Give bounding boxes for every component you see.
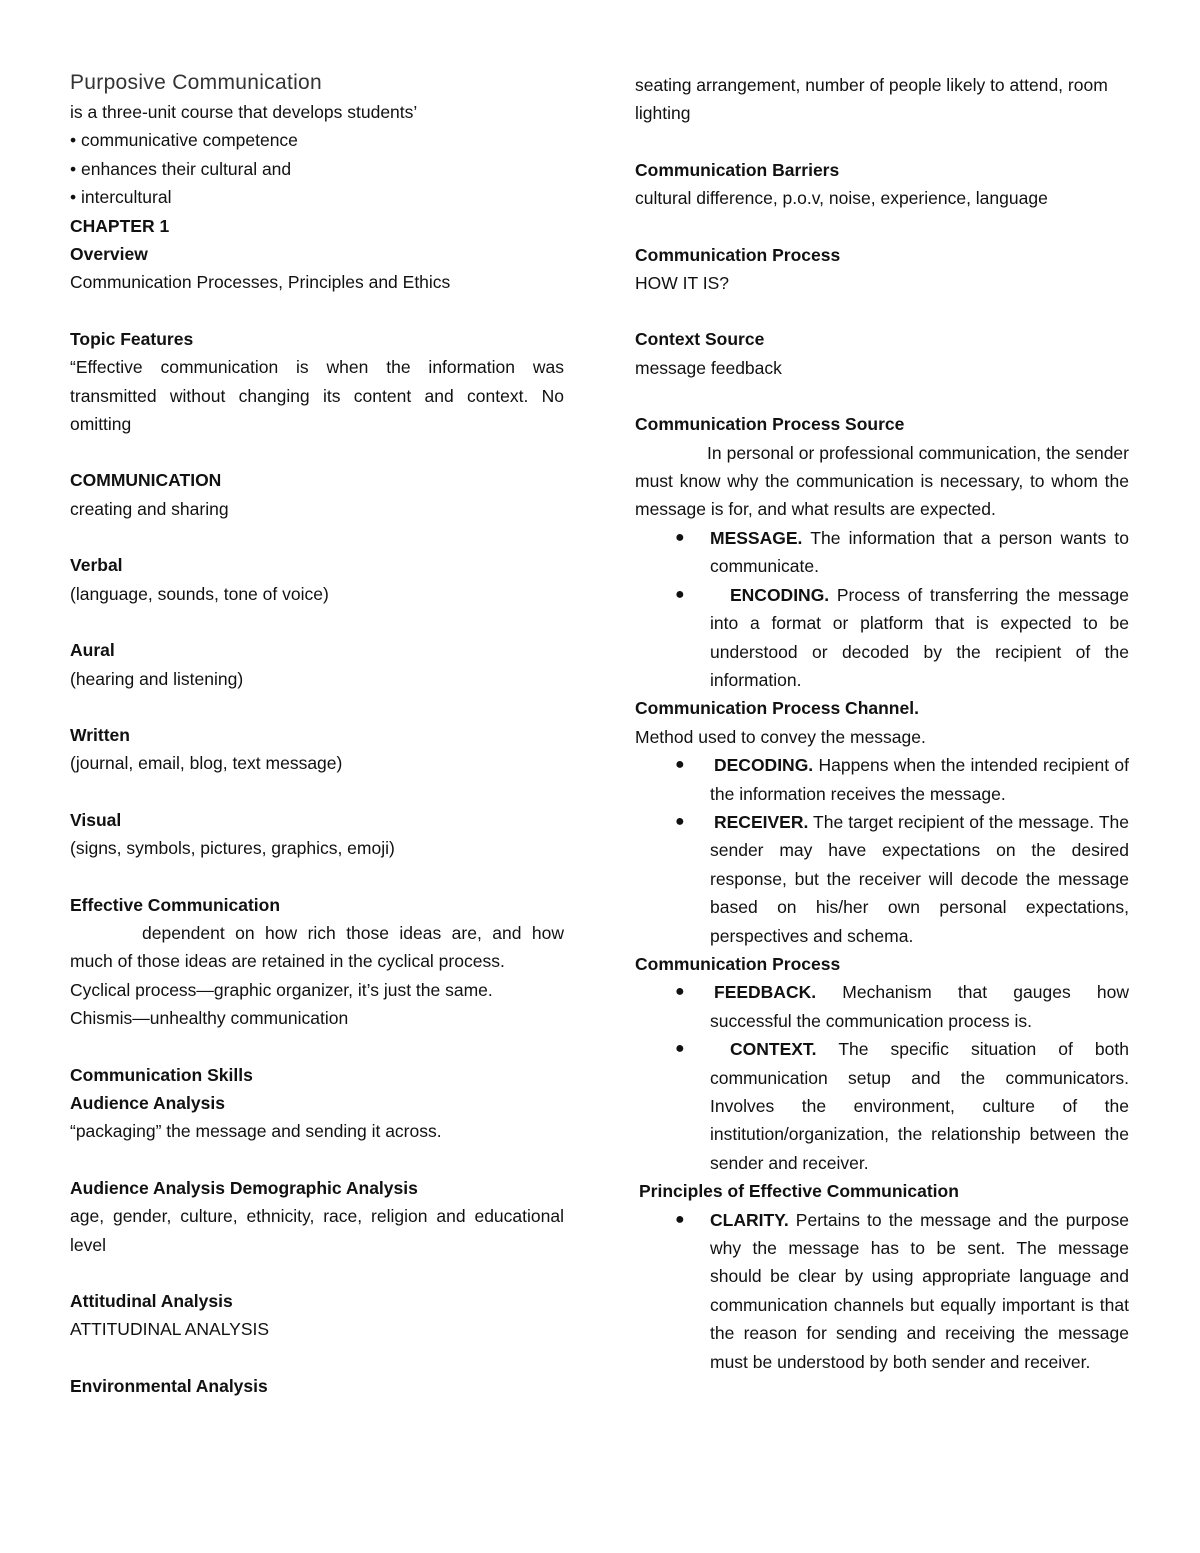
visual-heading: Visual (70, 809, 122, 830)
environmental-analysis-heading: Environmental Analysis (70, 1375, 268, 1396)
intro-text: is a three-unit course that develops students’ (70, 102, 418, 122)
visual-text: (signs, symbols, pictures, graphics, emoji) (70, 838, 395, 859)
list-item-decoding: ● DECODING. Happens when the intended recipient of the information receives the message. (710, 751, 1129, 808)
effective-communication-text: dependent on how rich those ideas are, and how much of those ideas are retained in the cyclical process. (70, 922, 564, 972)
process-heading: Communication Process (635, 244, 841, 265)
demographic-analysis-text: age, gender, culture, ethnicity, race, religion and educational level (70, 1206, 564, 1255)
intro-bullet-1: • communicative competence (70, 130, 298, 151)
principles-bullet-list (635, 1206, 1129, 1376)
bullet-icon: ● (675, 812, 685, 830)
verbal-heading: Verbal (70, 555, 123, 576)
bullet-icon: ● (675, 1040, 685, 1058)
communication-skills-heading: Communication Skills (70, 1064, 253, 1085)
written-heading: Written (70, 724, 130, 745)
process-source-heading: Communication Process Source (635, 414, 905, 435)
attitudinal-analysis-text: ATTITUDINAL ANALYSIS (70, 1319, 270, 1340)
aural-heading: Aural (70, 640, 115, 661)
bullet-icon: • (70, 187, 77, 208)
written-text: (journal, email, blog, text message) (70, 753, 343, 774)
overview-text: Communication Processes, Principles and Ethics (70, 272, 451, 293)
verbal-text: (language, sounds, tone of voice) (70, 583, 329, 604)
list-item-context: ● CONTEXT. The specific situation of both communication setup and the communicators. Involves the environment, culture of the institution/organization, the relationship between the sender and receiver. (710, 1035, 1129, 1177)
context-source-heading: Context Source (635, 329, 765, 350)
list-item-receiver: ● RECEIVER. The target recipient of the message. The sender may have expectations on the desired response, but the receiver will decode the message based on his/her own personal expectations, perspectives and schema. (710, 808, 1129, 950)
document-title: Purposive Communication (70, 71, 323, 94)
list-item-message: ● MESSAGE. The information that a person wants to communicate. (710, 524, 1129, 581)
list-item-feedback: ● FEEDBACK. Mechanism that gauges how successful the communication process is. (710, 978, 1129, 1035)
aural-text: (hearing and listening) (70, 668, 244, 689)
bullet-icon: ● (675, 585, 685, 603)
topic-features-heading: Topic Features (70, 328, 194, 349)
list-item-encoding: ● ENCODING. Process of transferring the message into a format or platform that is expected to be understood or decoded by the recipient of the information. (710, 581, 1129, 695)
bullet-icon: • (70, 158, 77, 179)
bullet-icon: ● (675, 528, 685, 546)
topic-features-text: “Effective communication is when the information was transmitted without changing its content and context. No omitting (70, 357, 564, 435)
overview-heading: Overview (70, 244, 148, 265)
context-source-text: message feedback (635, 357, 782, 378)
principles-heading: Principles of Effective Communication (639, 1181, 959, 1202)
attitudinal-analysis-heading: Attitudinal Analysis (70, 1291, 233, 1311)
right-column (635, 71, 1129, 1376)
audience-analysis-text: “packaging” the message and sending it across. (70, 1121, 442, 1142)
bullet-icon: ● (675, 1210, 685, 1228)
bullet-icon: ● (675, 983, 685, 1001)
chismis-text: Chismis—unhealthy communication (70, 1008, 349, 1029)
cyclical-process-text: Cyclical process—graphic organizer, it’s just the same. (70, 979, 493, 1000)
process-text: HOW IT IS? (635, 273, 729, 294)
audience-analysis-heading: Audience Analysis (70, 1092, 225, 1113)
effective-communication-heading: Effective Communication (70, 894, 281, 915)
process-source-text: In personal or professional communication, the sender must know why the communication is necessary, to whom the message is for, and what results are expected. (635, 442, 1129, 520)
intro-bullet-2: • enhances their cultural and (70, 158, 292, 179)
process-channel-heading: Communication Process Channel. (635, 698, 919, 719)
intro-bullet-3: • intercultural (70, 187, 172, 208)
left-column (70, 68, 564, 1400)
barriers-text: cultural difference, p.o.v, noise, experience, language (635, 188, 1048, 209)
barriers-heading: Communication Barriers (635, 159, 840, 180)
demographic-analysis-heading: Audience Analysis Demographic Analysis (70, 1177, 418, 1198)
process-heading-2: Communication Process (635, 953, 841, 974)
list-item-clarity: ● CLARITY. Pertains to the message and the purpose why the message has to be sent. The message should be clear by using appropriate language and communication channels but equally important is that the reason for sending and receiving the message must be understood by both sender and receiver. (710, 1206, 1129, 1376)
process-bullet-list (635, 978, 1129, 1177)
chapter-heading: CHAPTER 1 (70, 215, 170, 236)
communication-heading: COMMUNICATION (70, 470, 222, 491)
source-bullet-list (635, 524, 1129, 694)
channel-bullet-list (635, 751, 1129, 950)
environmental-analysis-text: seating arrangement, number of people likely to attend, room lighting (635, 75, 1108, 124)
bullet-icon: • (70, 130, 77, 151)
bullet-icon: ● (675, 756, 685, 774)
process-channel-text: Method used to convey the message. (635, 726, 926, 747)
communication-text: creating and sharing (70, 498, 229, 519)
